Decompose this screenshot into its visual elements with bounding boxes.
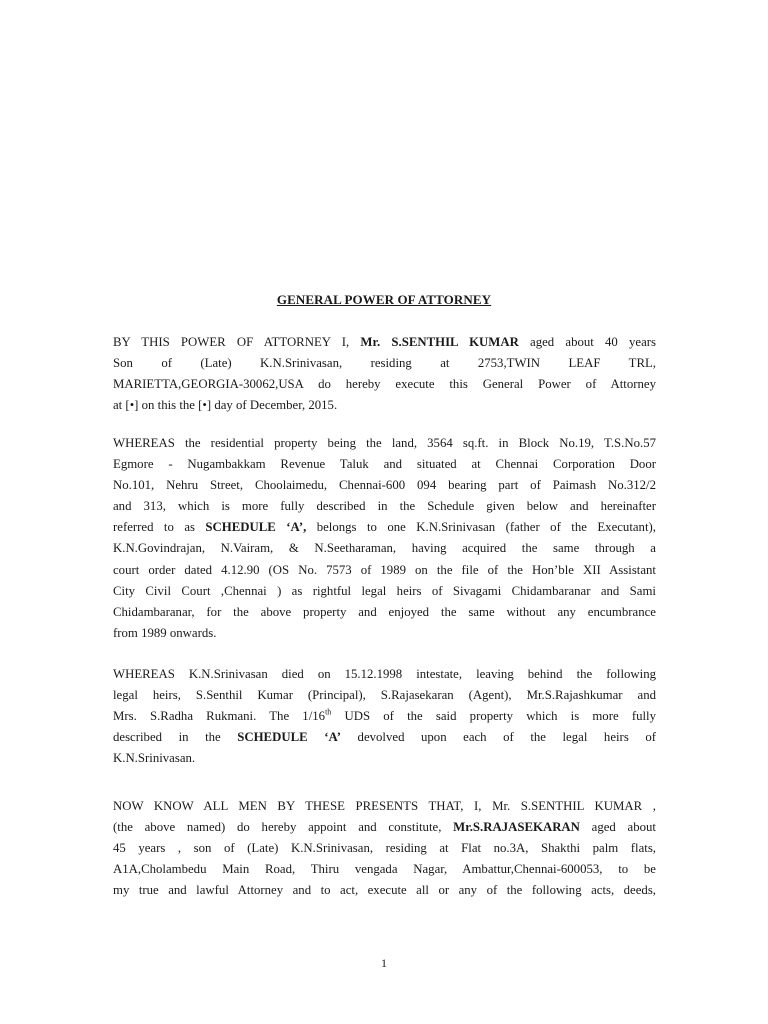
text-line: No.101, Nehru Street, Choolaimedu, Chennai-600 094 bearing part of Paimash No.312/2 — [113, 478, 656, 493]
text-line: Chidambaranar, for the above property and enjoyed the same without any encumbrance — [113, 604, 656, 619]
text-line: Son of (Late) K.N.Srinivasan, residing at 2753,TWIN LEAF TRL, — [113, 356, 656, 371]
text-line: 45 years , son of (Late) K.N.Srinivasan, residing at Flat no.3A, Shakthi palm flats, — [113, 841, 656, 856]
text-line: K.N.Srinivasan. — [113, 751, 196, 766]
text-line: BY THIS POWER OF ATTORNEY I, Mr. S.SENTHIL KUMAR aged about 40 years — [113, 335, 656, 349]
text-line: Egmore - Nugambakkam Revenue Taluk and situated at Chennai Corporation Door — [113, 457, 656, 472]
paragraph-attorney-intro — [113, 332, 656, 416]
document-title: GENERAL POWER OF ATTORNEY — [276, 292, 492, 307]
text-line: A1A,Cholambedu Main Road, Thiru vengada Nagar, Ambattur,Chennai-600053, to be — [113, 862, 656, 877]
text-line: and 313, which is more fully described in the Schedule given below and hereinafter — [113, 499, 656, 514]
text-line: court order dated 4.12.90 (OS No. 7573 of 1989 on the file of the Hon’ble XII Assistant — [113, 562, 656, 577]
paragraph-property-description — [113, 433, 656, 644]
text-line: WHEREAS the residential property being the land, 3564 sq.ft. in Block No.19, T.S.No.57 — [113, 436, 656, 450]
text-line: MARIETTA,GEORGIA-30062,USA do hereby execute this General Power of Attorney — [113, 377, 656, 392]
text-line: from 1989 onwards. — [113, 625, 217, 640]
text-line: K.N.Govindrajan, N.Vairam, & N.Seetharaman, having acquired the same through a — [113, 541, 656, 556]
text-line: NOW KNOW ALL MEN BY THESE PRESENTS THAT, I, Mr. S.SENTHIL KUMAR , — [113, 799, 656, 813]
text-line: (the above named) do hereby appoint and constitute, Mr.S.RAJASEKARAN aged about — [113, 820, 656, 835]
text-line: described in the SCHEDULE ‘A’ devolved upon each of the legal heirs of — [113, 730, 656, 745]
text-line: WHEREAS K.N.Srinivasan died on 15.12.1998 intestate, leaving behind the following — [113, 667, 656, 681]
text-line: Mrs. S.Radha Rukmani. The 1/16th UDS of the said property which is more fully — [113, 707, 656, 724]
paragraph-appointment — [113, 796, 656, 901]
text-line: at [•] on this the [•] day of December, 2015. — [113, 398, 338, 413]
paragraph-legal-heirs — [113, 664, 656, 769]
text-line: referred to as SCHEDULE ‘A’, belongs to one K.N.Srinivasan (father of the Executant), — [113, 520, 656, 535]
text-line: City Civil Court ,Chennai ) as rightful legal heirs of Sivagami Chidambaranar and Sami — [113, 583, 656, 598]
text-line: legal heirs, S.Senthil Kumar (Principal), S.Rajasekaran (Agent), Mr.S.Rajashkumar and — [113, 688, 656, 703]
page-number: 1 — [381, 956, 387, 970]
text-line: my true and lawful Attorney and to act, execute all or any of the following acts, deeds, — [113, 883, 656, 898]
